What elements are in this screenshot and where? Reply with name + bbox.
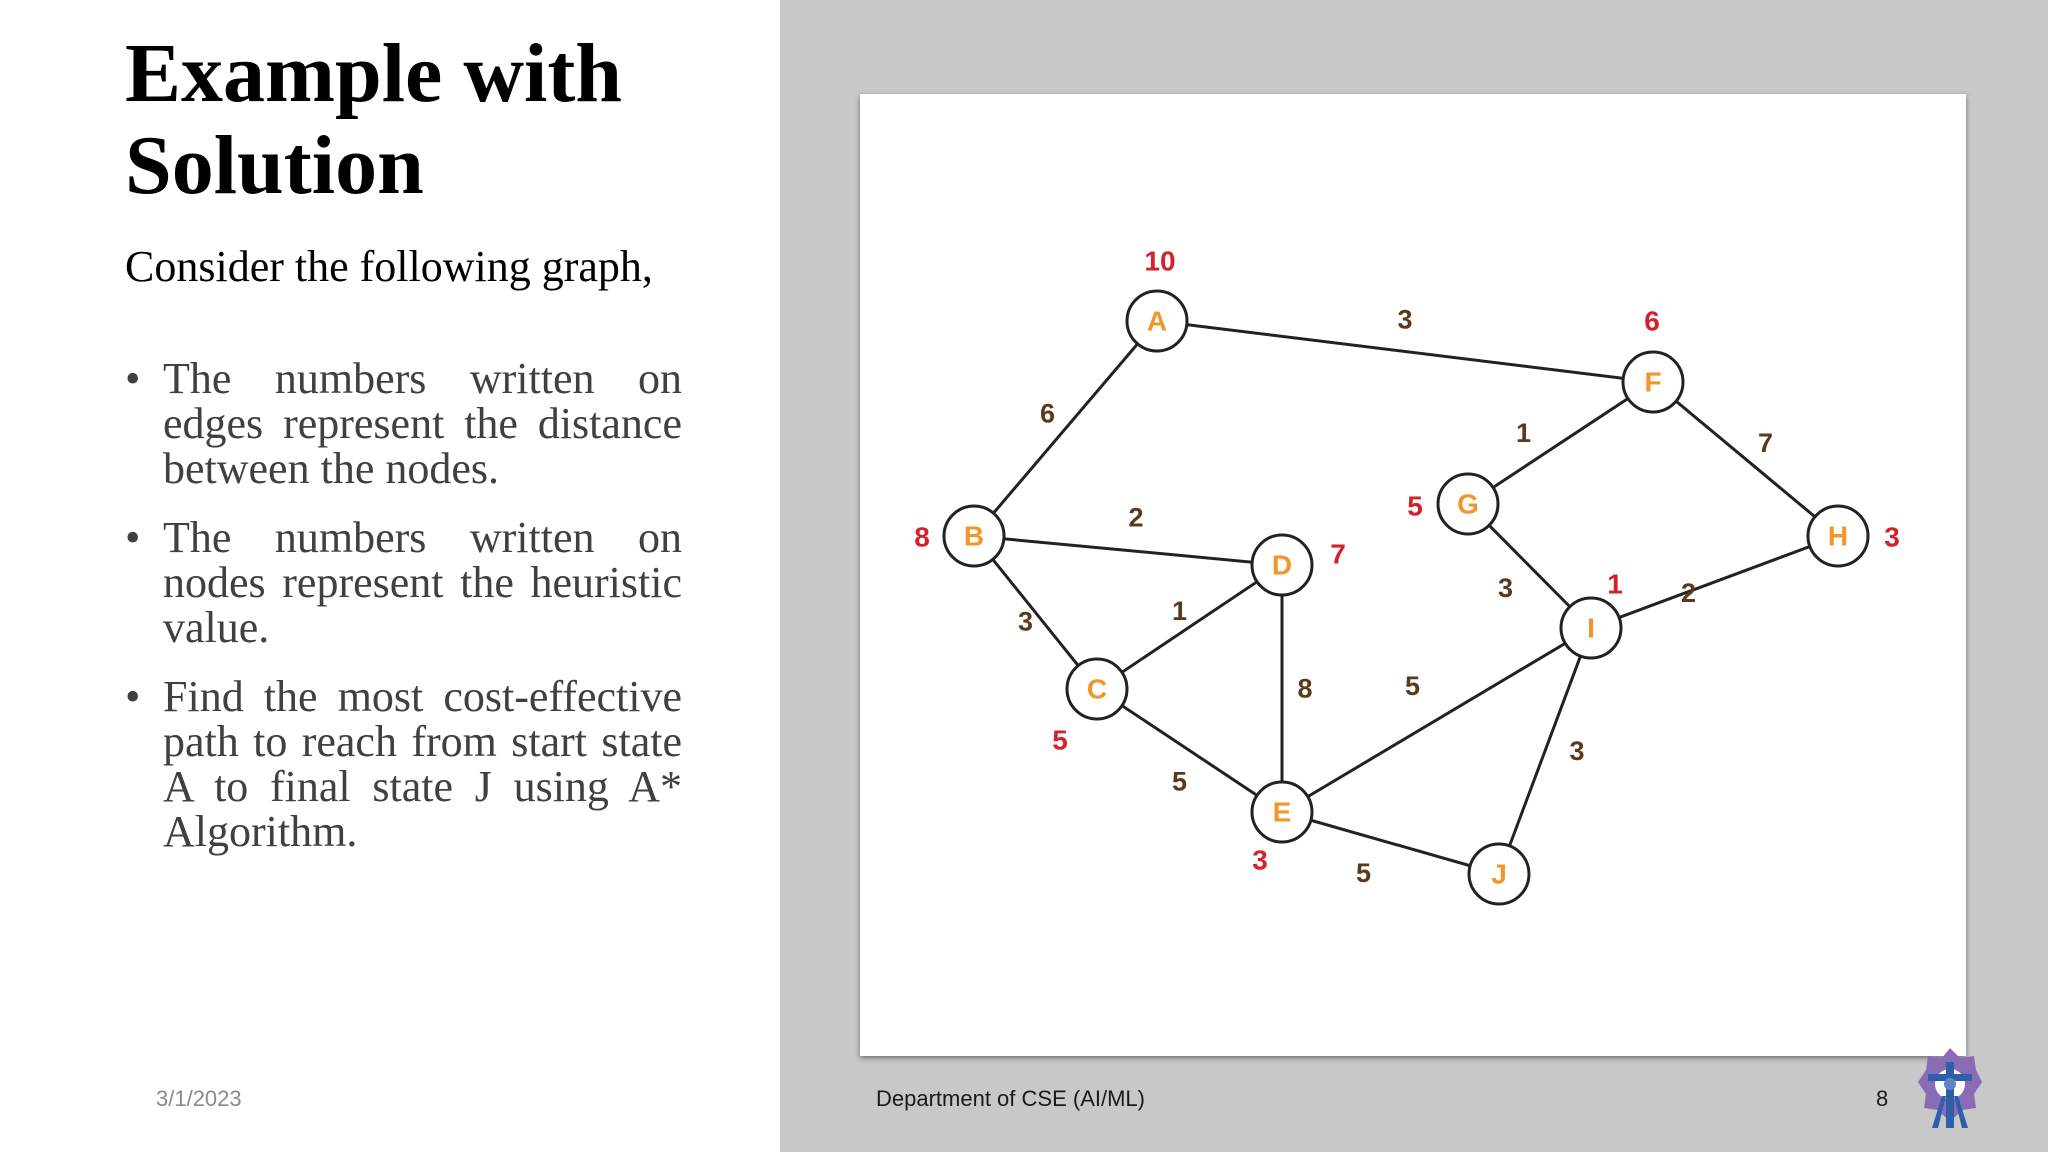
intro-text: Consider the following graph,	[125, 242, 653, 291]
graph-node-c	[1067, 659, 1127, 719]
edge-layer	[974, 321, 1838, 874]
node-letter: A	[1146, 305, 1168, 337]
edge-f-g	[1468, 382, 1653, 504]
bullet-marker: •	[125, 513, 141, 562]
edge-weight-label: 7	[1757, 428, 1774, 458]
node-letter: E	[1272, 796, 1292, 828]
edge-weight-label: 3	[1569, 736, 1585, 766]
graph-node-a	[1127, 291, 1187, 351]
edge-weight-label: 5	[1171, 766, 1188, 797]
bullet-item	[125, 515, 682, 650]
node-letter: H	[1827, 520, 1849, 552]
bullet-text: The numbers written on edges represent the distance between the nodes.	[163, 354, 682, 493]
edge-b-d	[974, 536, 1282, 565]
bullet-marker: •	[125, 354, 141, 403]
edge-weight-label: 8	[1297, 673, 1313, 704]
heuristic-label: 3	[1884, 521, 1900, 553]
heuristic-label: 6	[1644, 305, 1660, 337]
node-letter: D	[1271, 549, 1293, 581]
footer-page-number: 8	[1876, 1086, 1889, 1111]
heuristic-label: 10	[1144, 245, 1176, 277]
edge-f-h	[1653, 382, 1838, 536]
edge-i-h	[1591, 536, 1838, 628]
edge-c-d	[1097, 565, 1282, 689]
edge-weight-label: 1	[1171, 596, 1188, 626]
node-letter: G	[1457, 488, 1479, 520]
footer-date: 3/1/2023	[156, 1086, 242, 1111]
edge-weight-label: 6	[1039, 398, 1056, 429]
edge-weight-label: 5	[1355, 858, 1372, 888]
edge-i-e	[1282, 628, 1591, 812]
edge-e-j	[1282, 812, 1499, 874]
node-letter: J	[1491, 858, 1507, 890]
node-layer	[944, 291, 1868, 904]
bullet-item	[125, 356, 682, 491]
graph-node-i	[1561, 598, 1621, 658]
bullet-text: The numbers written on nodes represent the heuristic value.	[163, 513, 682, 652]
graph-node-d	[1252, 535, 1312, 595]
heuristic-label: 5	[1407, 490, 1423, 522]
edge-weight-label: 5	[1404, 671, 1421, 701]
node-letter: B	[963, 520, 985, 552]
edge-weight-label: 3	[1017, 606, 1034, 637]
university-logo-icon	[1916, 1044, 1984, 1130]
node-letter: F	[1644, 366, 1662, 398]
slide-title: Example with Solution	[125, 27, 623, 212]
node-letter: C	[1086, 673, 1108, 705]
heuristic-label: 7	[1330, 538, 1346, 570]
bullet-marker: •	[125, 672, 141, 721]
edge-weight-label: 3	[1497, 573, 1514, 603]
graph-node-f	[1623, 352, 1683, 412]
footer-department: Department of CSE (AI/ML)	[876, 1086, 1145, 1111]
graph-node-j	[1469, 844, 1529, 904]
graph-diagram	[860, 94, 1966, 1056]
graph-figure	[860, 94, 1966, 1056]
bullet-text: Find the most cost-effective path to reach from start state A to final state J using A* Algorithm.	[163, 672, 682, 856]
edge-c-e	[1097, 689, 1282, 812]
heuristic-label: 5	[1052, 724, 1068, 756]
graph-node-g	[1438, 474, 1498, 534]
edge-weight-label: 2	[1680, 578, 1697, 608]
graph-node-b	[944, 506, 1004, 566]
heuristic-label: 1	[1607, 568, 1623, 600]
heuristic-label: 8	[914, 521, 930, 553]
heuristic-label: 3	[1252, 844, 1268, 876]
bullet-list	[125, 356, 682, 878]
node-letter: I	[1587, 612, 1595, 644]
edge-weight-label: 1	[1515, 418, 1532, 448]
edge-weight-label: 2	[1128, 502, 1144, 533]
graph-node-h	[1808, 506, 1868, 566]
bullet-item	[125, 674, 682, 854]
graph-node-e	[1252, 782, 1312, 842]
edge-weight-label: 3	[1397, 304, 1413, 335]
